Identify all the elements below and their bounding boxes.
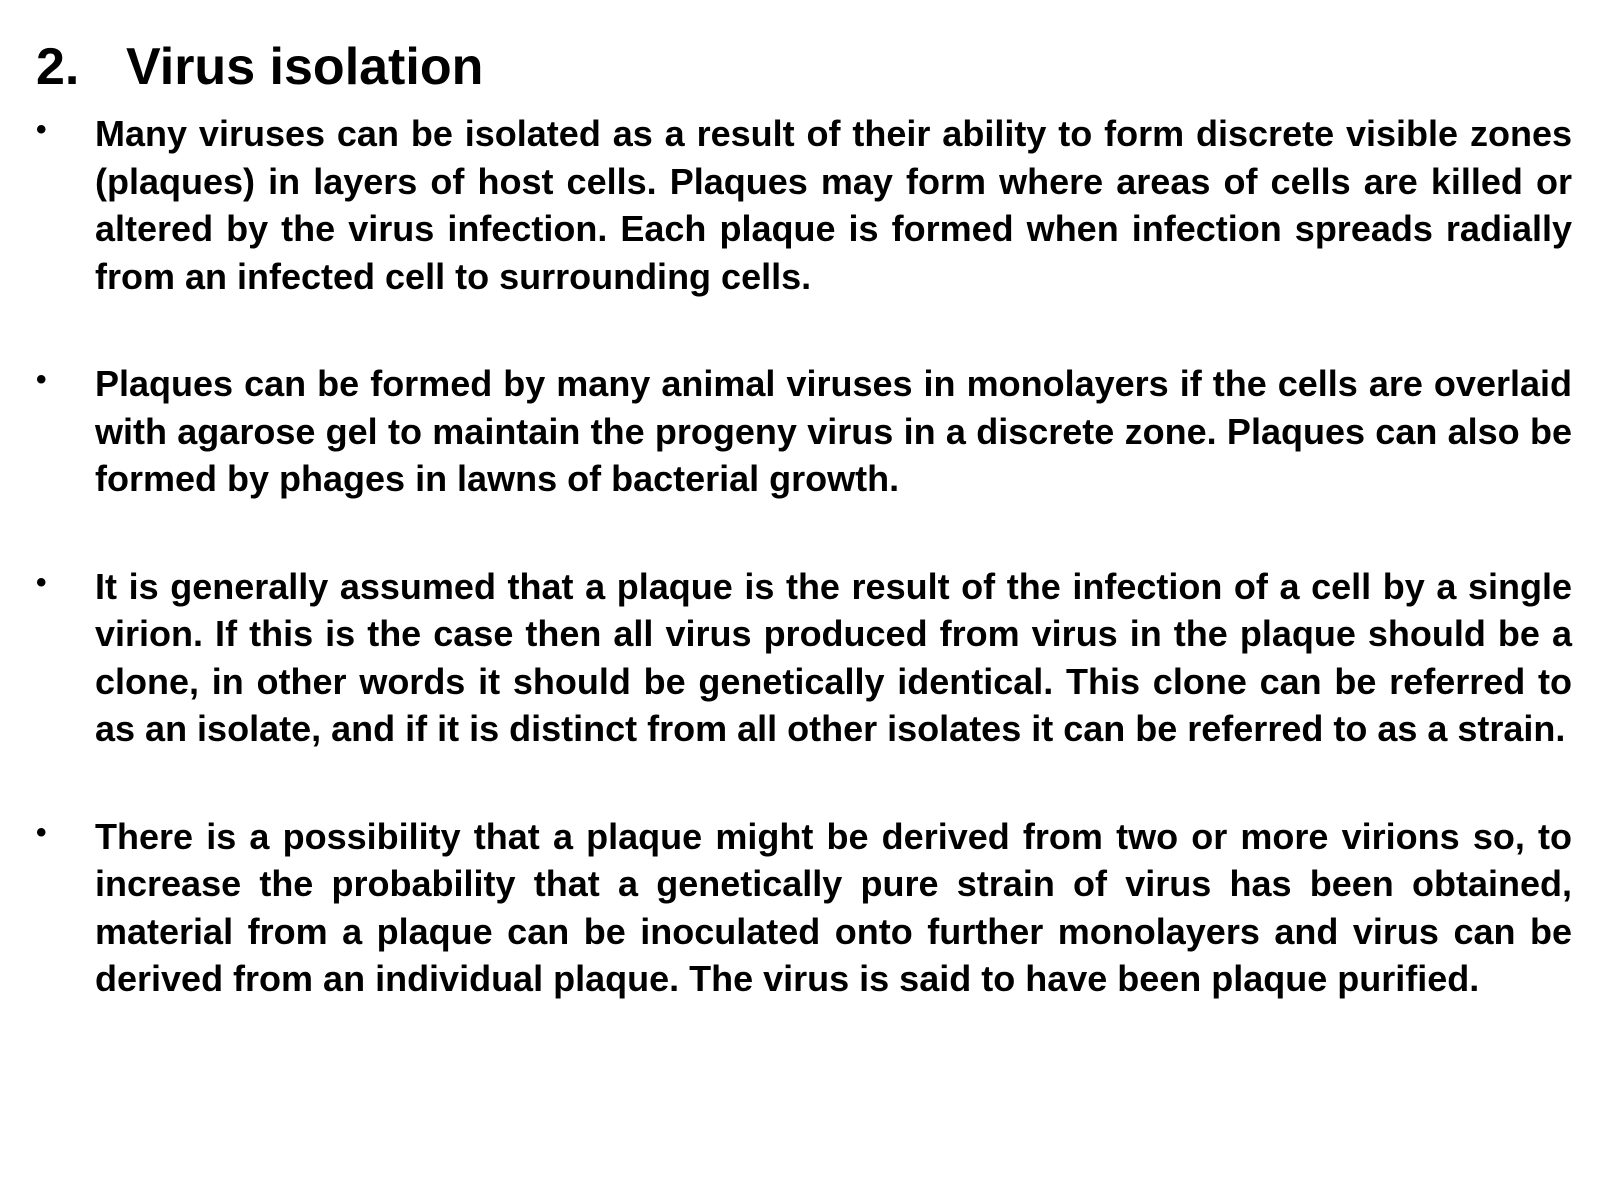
title-number: 2. (36, 38, 80, 96)
slide-title (36, 36, 483, 98)
bullet-item (32, 360, 1572, 503)
bullet-text: It is generally assumed that a plaque is the result of the infection of a cell by a single virion. If this is the case then all virus produced from virus in the plaque should be a clone, in other words it should be genetically identical. This clone can be referred to as an isolate, and if it is distinct from all other isolates it can be referred to as a strain. (95, 565, 1572, 749)
bullet-item (32, 563, 1572, 753)
bullet-item (32, 813, 1572, 1003)
title-text: Virus isolation (126, 38, 484, 96)
bullet-dot-icon: • (36, 815, 47, 849)
bullet-text: Plaques can be formed by many animal viruses in monolayers if the cells are overlaid with agarose gel to maintain the progeny virus in a discrete zone. Plaques can also be formed by phages in lawns of bacterial growth. (95, 363, 1572, 499)
bullet-dot-icon: • (36, 113, 47, 146)
bullet-dot-icon: • (36, 565, 47, 599)
bullet-text: There is a possibility that a plaque might be derived from two or more virions so, to increase the probability that a genetically pure strain of virus has been obtained, material from a plaque can be inoculated onto further monolayers and virus can be derived from an individual plaque. The virus is said to have been plaque purified. (95, 815, 1572, 999)
bullet-dot-icon: • (36, 363, 47, 396)
bullet-item (32, 110, 1572, 300)
bullet-text: Many viruses can be isolated as a result of their ability to form discrete visible zones (plaques) in layers of host cells. Plaques may form where areas of cells are killed or altered by the virus infection. Each plaque is formed when infection spreads radially from an infected cell to surrounding cells. (95, 113, 1572, 297)
bullet-list (32, 110, 1572, 1003)
